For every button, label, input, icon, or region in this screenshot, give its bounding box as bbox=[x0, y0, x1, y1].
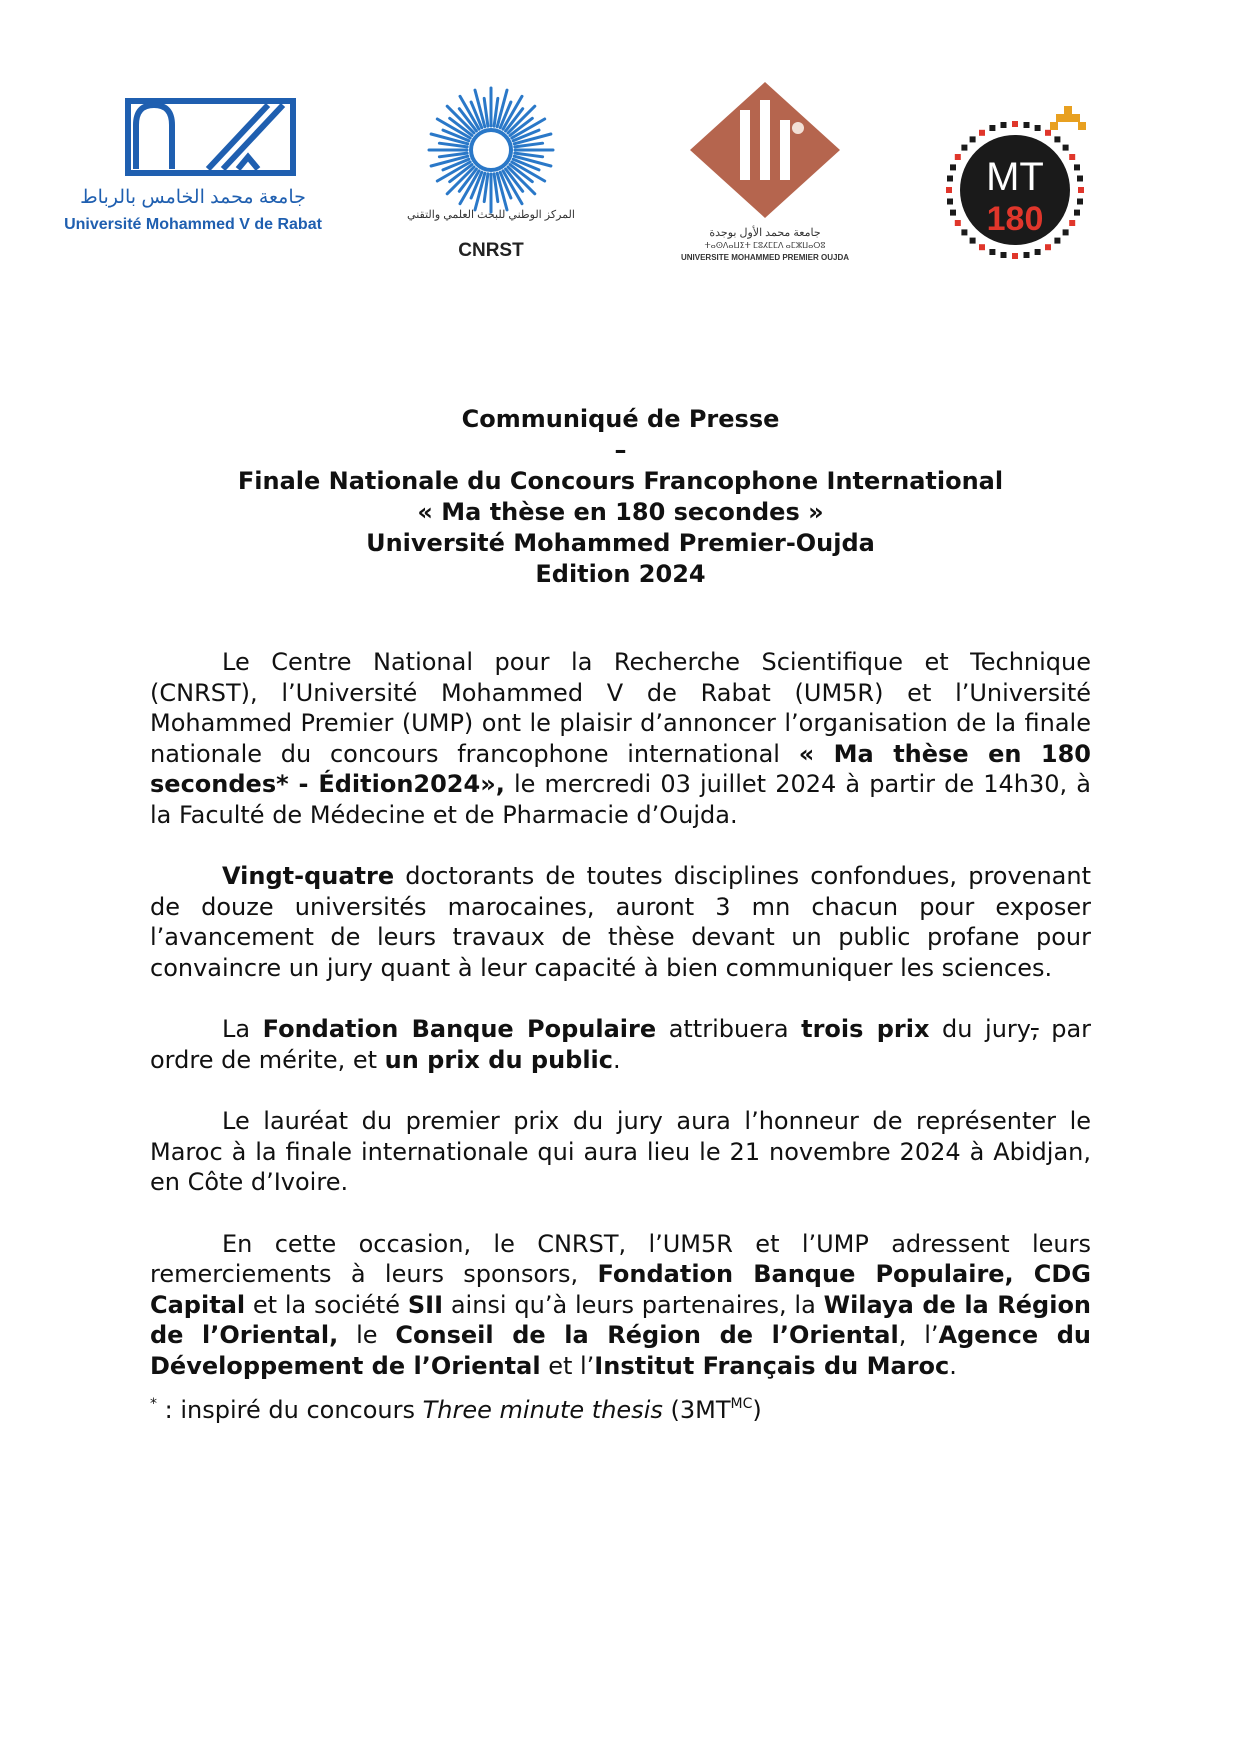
text-span: , l’ bbox=[898, 1321, 939, 1349]
paragraph-candidates bbox=[150, 861, 1091, 983]
mt180-ring-dot bbox=[1012, 121, 1018, 127]
text-span: Le lauréat du premier prix du jury aura l’honneur de représenter le Maroc à la finale internationale qui aura lieu le 21 novembre 2024 à Abidjan, en Côte d’Ivoire. bbox=[150, 1107, 1091, 1196]
text-span: La bbox=[222, 1015, 263, 1043]
mt180-ring-dot bbox=[1045, 244, 1051, 250]
press-release-title bbox=[150, 404, 1091, 590]
mt180-ring-dot bbox=[961, 145, 967, 151]
text-span: En cette occasion, le CNRST, l’UM5R et l’UMP adressent leurs remerciements à leurs sponsors, bbox=[150, 1229, 1091, 1288]
text-span: par ordre de mérite, et bbox=[150, 1015, 1092, 1074]
ump-logo bbox=[680, 80, 850, 265]
text-span: (3MT bbox=[662, 1396, 731, 1424]
bold-span: Fondation Banque Populaire, CDG Capital bbox=[150, 1260, 1091, 1319]
mt180-ring-dot bbox=[1024, 122, 1030, 128]
ump-diamond-emblem-icon bbox=[690, 82, 840, 218]
text-span: Le Centre National pour la Recherche Scientifique et Technique (CNRST), l’Université Mohammed V de Rabat (UM5R) et l’Université Mohammed Premier (UMP) ont le plaisir d’annoncer l’organisation de la finale nationale du concours francophone international bbox=[150, 648, 1091, 768]
mt180-ring-dot bbox=[961, 229, 967, 235]
mt180-ring-dot bbox=[1069, 220, 1075, 226]
um5r-name: Université Mohammed V de Rabat bbox=[64, 216, 322, 233]
mt180-ring-dot bbox=[1069, 154, 1075, 160]
mt180-ring-dot bbox=[1077, 176, 1083, 182]
ump-name: UNIVERSITE MOHAMMED PREMIER OUJDA bbox=[680, 253, 850, 262]
mt180-180-text: 180 bbox=[986, 200, 1044, 238]
text-span: et l’ bbox=[540, 1351, 595, 1380]
bold-span: Vingt-quatre bbox=[222, 862, 395, 890]
cnrst-center-ring-icon bbox=[471, 130, 511, 170]
text-span: ainsi qu’à leurs partenaires, la bbox=[443, 1290, 824, 1319]
ump-arabic-name: جامعة محمد الأول بوجدة bbox=[709, 227, 821, 239]
mt180-ring-dot bbox=[947, 199, 953, 205]
mt180-ring-dot bbox=[1035, 125, 1041, 131]
mt180-logo bbox=[940, 90, 1100, 270]
mt180-ring-dot bbox=[989, 249, 995, 255]
text-span: ) bbox=[752, 1396, 762, 1424]
mt180-ring-dot bbox=[970, 136, 976, 142]
paragraph-sponsors bbox=[150, 1229, 1091, 1382]
press-release-body bbox=[150, 647, 1091, 1425]
title-line-communique: Communiqué de Presse bbox=[461, 405, 780, 433]
bold-span: Fondation Banque Populaire bbox=[262, 1015, 657, 1043]
text-span: du jury bbox=[929, 1015, 1031, 1043]
mt180-ring-dot bbox=[1074, 164, 1080, 170]
um5r-emblem-icon bbox=[128, 101, 293, 173]
mt180-ring-dot bbox=[955, 154, 961, 160]
bold-span: Agence du Développement de l’Oriental bbox=[150, 1321, 1091, 1380]
mt180-ring-dot bbox=[950, 210, 956, 216]
mt180-ring-dot bbox=[970, 238, 976, 244]
logo-banner bbox=[0, 0, 1241, 300]
mt180-ring-dot bbox=[955, 220, 961, 226]
mt180-ring-dot bbox=[1001, 122, 1007, 128]
mt180-mt-text: MT bbox=[986, 155, 1044, 199]
bold-span: Institut Français du Maroc bbox=[594, 1351, 950, 1380]
text-span: attribuera bbox=[656, 1015, 802, 1043]
paragraph-international-final bbox=[150, 1106, 1091, 1198]
bold-span: SII bbox=[407, 1290, 444, 1319]
mt180-ring-dot bbox=[947, 176, 953, 182]
mt180-ring-dot bbox=[1012, 253, 1018, 259]
mt180-ring-dot bbox=[1063, 145, 1069, 151]
bold-span: Wilaya de la Région de l’Oriental, bbox=[150, 1290, 1092, 1349]
trademark-sup: MC bbox=[730, 1396, 753, 1412]
italic-span: Three minute thesis bbox=[422, 1396, 663, 1424]
mt180-ring-dot bbox=[1063, 229, 1069, 235]
cnrst-logo bbox=[386, 78, 596, 273]
text-span: doctorants de toutes disciplines confondues, provenant de douze universités marocaines, auront 3 mn chacun pour exposer l’avancement de leurs travaux de thèse devant un public profane pour convaincre un jury quant à leur capacité à bien communiquer les sciences. bbox=[150, 862, 1091, 982]
paragraph-announcement bbox=[150, 647, 1091, 830]
mt180-ring-dot bbox=[1045, 130, 1051, 136]
mt180-ring-dot bbox=[1001, 252, 1007, 258]
title-line-finale: Finale Nationale du Concours Francophone International bbox=[237, 467, 1004, 495]
mt180-ring-dot bbox=[946, 187, 952, 193]
mt180-ring-dot bbox=[1074, 210, 1080, 216]
um5r-logo bbox=[48, 95, 338, 255]
text-span: : inspiré du concours bbox=[157, 1396, 423, 1424]
cnrst-arabic-name: المركز الوطني للبحث العلمي والتقني bbox=[407, 209, 575, 221]
mt180-crown-icon bbox=[1050, 106, 1086, 130]
text-span: . bbox=[613, 1045, 621, 1074]
text-span: et la société bbox=[245, 1290, 408, 1319]
mt180-ring-dot bbox=[1078, 187, 1084, 193]
text-span: . bbox=[949, 1351, 957, 1380]
text-span: le mercredi 03 juillet 2024 à partir de 14h30, à la Faculté de Médecine et de Pharmacie d’Oujda. bbox=[150, 770, 1091, 829]
footnote-mark: * bbox=[150, 1396, 157, 1412]
bold-span: Conseil de la Région de l’Oriental bbox=[395, 1321, 899, 1349]
mt180-ring-dot bbox=[950, 164, 956, 170]
footnote bbox=[150, 1395, 1091, 1425]
title-line-contest: « Ma thèse en 180 secondes » bbox=[417, 498, 824, 526]
paragraph-prizes bbox=[150, 1014, 1091, 1075]
ump-tifinagh-name: ⵜⴰⵙⴷⴰⵡⵉⵜ ⵎⵓⵃⵎⵎⴷ ⴰⵎⵣⵡⴰⵔⵓ bbox=[704, 241, 826, 250]
mt180-ring-dot bbox=[1054, 238, 1060, 244]
um5r-arabic-name: جامعة محمد الخامس بالرباط bbox=[80, 187, 306, 208]
mt180-ring-dot bbox=[1077, 199, 1083, 205]
struck-comma: , bbox=[1031, 1015, 1039, 1043]
mt180-ring-dot bbox=[1024, 252, 1030, 258]
mt180-ring-dot bbox=[989, 125, 995, 131]
mt180-ring-dot bbox=[979, 130, 985, 136]
title-line-university: Université Mohammed Premier-Oujda bbox=[366, 529, 875, 557]
mt180-ring-dot bbox=[979, 244, 985, 250]
title-line-dash: – bbox=[614, 436, 627, 464]
cnrst-name: CNRST bbox=[458, 240, 524, 261]
title-line-edition: Edition 2024 bbox=[535, 560, 706, 588]
bold-span: un prix du public bbox=[384, 1045, 614, 1074]
bold-span: « Ma thèse en 180 secondes* - Édition2024», bbox=[150, 739, 1091, 798]
mt180-ring-dot bbox=[1035, 249, 1041, 255]
mt180-ring-dot bbox=[1054, 136, 1060, 142]
bold-span: trois prix bbox=[801, 1015, 930, 1043]
text-span: le bbox=[338, 1321, 396, 1349]
